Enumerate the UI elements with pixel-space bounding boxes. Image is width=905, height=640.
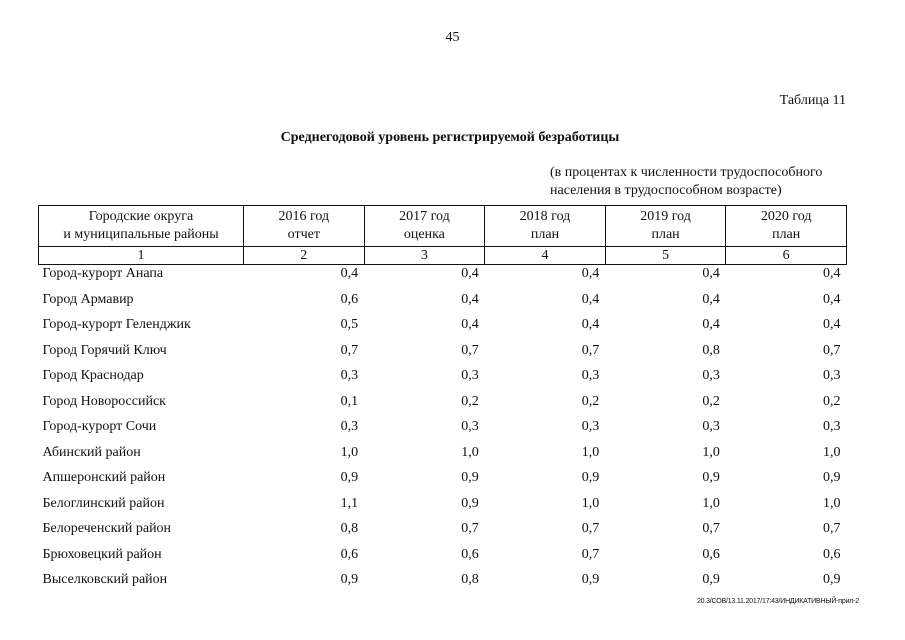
header-line-1: 2019 год bbox=[640, 209, 691, 224]
district-name-cell: Город Новороссийск bbox=[42, 393, 166, 409]
value-cell: 0,6 bbox=[822, 546, 841, 562]
header-cell-2018 bbox=[485, 206, 606, 247]
value-cell: 0,9 bbox=[340, 572, 359, 587]
value-cell: 0,7 bbox=[581, 546, 600, 562]
table-body bbox=[39, 265, 847, 597]
column-number: 6 bbox=[726, 247, 847, 265]
table-row bbox=[39, 316, 847, 342]
value-cell: 1,0 bbox=[702, 495, 720, 511]
value-cell: 0,3 bbox=[581, 419, 600, 434]
value-cell: 0,7 bbox=[822, 342, 841, 358]
value-cell: 0,9 bbox=[702, 572, 720, 587]
header-line-2: оценка bbox=[403, 227, 445, 242]
table-row bbox=[39, 520, 847, 546]
column-number: 3 bbox=[364, 247, 485, 265]
value-cell: 0,4 bbox=[702, 266, 720, 281]
value-cell: 0,4 bbox=[581, 266, 600, 281]
district-name-cell: Абинский район bbox=[42, 444, 141, 460]
value-cell: 1,0 bbox=[822, 495, 841, 511]
value-cell: 0,4 bbox=[581, 317, 600, 332]
column-number: 2 bbox=[244, 247, 365, 265]
value-cell: 0,4 bbox=[822, 317, 841, 332]
header-cell-2019 bbox=[605, 206, 726, 247]
table-row bbox=[39, 342, 847, 368]
header-line-2: план bbox=[530, 227, 560, 242]
value-cell: 0,4 bbox=[581, 291, 600, 307]
value-cell: 0,8 bbox=[461, 572, 479, 587]
value-cell: 0,9 bbox=[340, 470, 359, 485]
header-line-1: Городские округа bbox=[88, 209, 194, 224]
header-line-1: 2018 год bbox=[519, 209, 571, 224]
column-number: 1 bbox=[39, 247, 244, 265]
header-line-2: и муниципальные районы bbox=[63, 227, 219, 242]
value-cell: 0,3 bbox=[822, 419, 841, 434]
district-name-cell: Брюховецкий район bbox=[42, 546, 162, 562]
header-line-1: 2020 год bbox=[760, 209, 812, 224]
district-name-cell: Город Краснодар bbox=[42, 368, 144, 383]
value-cell: 0,2 bbox=[581, 393, 600, 409]
value-cell: 0,8 bbox=[702, 342, 720, 358]
column-number: 4 bbox=[485, 247, 606, 265]
value-cell: 0,9 bbox=[461, 495, 479, 511]
district-name-cell: Белореченский район bbox=[42, 521, 172, 536]
value-cell: 0,9 bbox=[461, 470, 479, 485]
value-cell: 0,4 bbox=[461, 291, 479, 307]
header-cell-2016 bbox=[244, 206, 365, 247]
district-name-cell: Белоглинский район bbox=[42, 495, 165, 511]
value-cell: 0,7 bbox=[461, 521, 479, 536]
units-note-line-1: (в процентах к численности трудоспособного bbox=[550, 165, 823, 180]
table-row bbox=[39, 367, 847, 393]
value-cell: 0,7 bbox=[581, 521, 600, 536]
value-cell: 0,3 bbox=[461, 419, 479, 434]
table-row bbox=[39, 495, 847, 521]
district-name-cell: Город-курорт Анапа bbox=[42, 266, 164, 281]
value-cell: 0,9 bbox=[822, 470, 841, 485]
header-line-1: 2017 год bbox=[399, 209, 450, 224]
value-cell: 0,4 bbox=[822, 291, 841, 307]
value-cell: 0,4 bbox=[461, 266, 479, 281]
value-cell: 0,4 bbox=[702, 291, 720, 307]
table-row bbox=[39, 291, 847, 317]
value-cell: 0,6 bbox=[461, 546, 479, 562]
value-cell: 1,0 bbox=[340, 444, 359, 460]
value-cell: 0,3 bbox=[702, 368, 720, 383]
header-line-2: план bbox=[772, 227, 801, 242]
value-cell: 0,9 bbox=[702, 470, 720, 485]
column-number: 5 bbox=[605, 247, 726, 265]
value-cell: 0,6 bbox=[702, 546, 720, 562]
value-cell: 0,3 bbox=[340, 419, 359, 434]
value-cell: 0,4 bbox=[702, 317, 720, 332]
district-name-cell: Город Горячий Ключ bbox=[42, 342, 167, 358]
value-cell: 0,7 bbox=[702, 521, 720, 536]
value-cell: 1,0 bbox=[822, 444, 841, 460]
value-cell: 0,7 bbox=[461, 342, 479, 358]
value-cell: 0,7 bbox=[581, 342, 600, 358]
value-cell: 0,6 bbox=[340, 291, 359, 307]
value-cell: 0,9 bbox=[822, 572, 841, 587]
district-name-cell: Город-курорт Сочи bbox=[42, 419, 157, 434]
value-cell: 0,6 bbox=[340, 546, 359, 562]
value-cell: 0,2 bbox=[702, 393, 720, 409]
header-cell-2020 bbox=[726, 206, 847, 247]
value-cell: 0,3 bbox=[702, 419, 720, 434]
value-cell: 0,8 bbox=[340, 521, 359, 536]
value-cell: 0,3 bbox=[340, 368, 359, 383]
value-cell: 0,2 bbox=[461, 393, 479, 409]
district-name-cell: Город Армавир bbox=[42, 291, 134, 307]
value-cell: 0,3 bbox=[822, 368, 841, 383]
value-cell: 0,1 bbox=[340, 393, 359, 409]
table-row bbox=[39, 444, 847, 470]
table-row bbox=[39, 265, 847, 291]
value-cell: 1,1 bbox=[340, 495, 359, 511]
value-cell: 0,9 bbox=[581, 572, 600, 587]
document-title: Среднегодовой уровень регистрируемой безработицы bbox=[280, 130, 620, 145]
value-cell: 0,3 bbox=[461, 368, 479, 383]
value-cell: 0,9 bbox=[581, 470, 600, 485]
page-number: 45 bbox=[445, 30, 460, 45]
units-note bbox=[550, 164, 822, 200]
table-row bbox=[39, 469, 847, 495]
table-row bbox=[39, 393, 847, 419]
table-row bbox=[39, 546, 847, 572]
value-cell: 1,0 bbox=[702, 444, 720, 460]
header-row bbox=[39, 206, 847, 247]
table-label: Таблица 11 bbox=[779, 93, 846, 108]
value-cell: 0,4 bbox=[461, 317, 479, 332]
column-number-row bbox=[39, 247, 847, 265]
value-cell: 1,0 bbox=[461, 444, 479, 460]
table-row bbox=[39, 418, 847, 444]
footer-code: 20.3/СОВ/13.11.2017/17:43/ИНДИКАТИВНЫЙ-прил-2 bbox=[696, 598, 859, 605]
table-row bbox=[39, 571, 847, 597]
value-cell: 0,2 bbox=[822, 393, 841, 409]
district-name-cell: Апшеронский район bbox=[42, 470, 166, 485]
units-note-line-2: населения в трудоспособном возрасте) bbox=[550, 183, 782, 198]
value-cell: 0,7 bbox=[822, 521, 841, 536]
district-name-cell: Выселковский район bbox=[42, 572, 168, 587]
header-line-2: план bbox=[651, 227, 680, 242]
unemployment-table bbox=[38, 205, 847, 597]
header-cell-2017 bbox=[364, 206, 485, 247]
value-cell: 0,7 bbox=[340, 342, 359, 358]
value-cell: 1,0 bbox=[581, 495, 600, 511]
district-name-cell: Город-курорт Геленджик bbox=[42, 317, 191, 332]
header-line-1: 2016 год bbox=[278, 209, 330, 224]
header-cell-district bbox=[39, 206, 244, 247]
header-line-2: отчет bbox=[287, 227, 320, 242]
value-cell: 0,3 bbox=[581, 368, 600, 383]
value-cell: 1,0 bbox=[581, 444, 600, 460]
value-cell: 0,4 bbox=[822, 266, 841, 281]
value-cell: 0,5 bbox=[340, 317, 359, 332]
value-cell: 0,4 bbox=[340, 266, 359, 281]
